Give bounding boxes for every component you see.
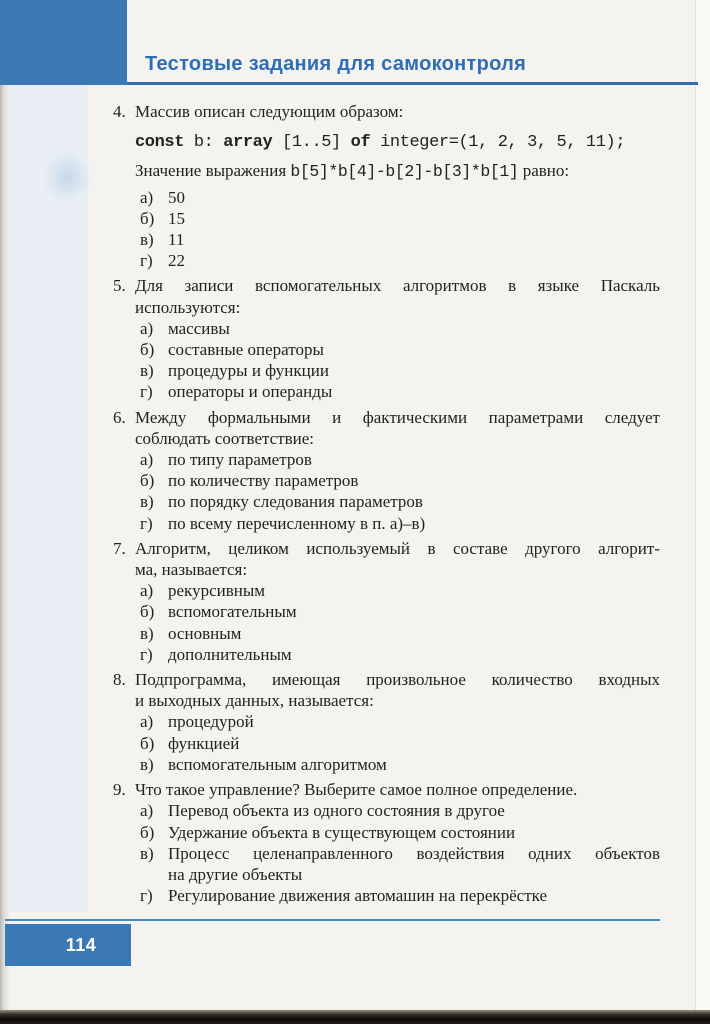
option-text: Удержание объекта в существующем состоянии	[168, 822, 516, 842]
option-letter: в)	[140, 623, 154, 643]
question-text: Между формальными и фактическими параметрами следует	[135, 407, 660, 427]
option-letter: а)	[140, 318, 154, 338]
question-number: 8.	[113, 670, 126, 690]
option-text: рекурсивным	[168, 581, 266, 601]
option-text: 22	[168, 251, 185, 271]
code-text: b:	[184, 133, 224, 153]
question-text: ма, называется:	[135, 560, 248, 580]
answer-option	[140, 229, 660, 250]
book-spine-edge	[0, 0, 9, 1024]
question-text: Для записи вспомогательных алгоритмов в языке Паскаль	[135, 276, 660, 296]
option-letter: б)	[140, 340, 155, 360]
code-text: [1..5]	[272, 133, 351, 153]
option-letter: г)	[140, 513, 153, 533]
answer-option	[140, 601, 660, 622]
option-text: процедуры и функции	[168, 361, 329, 381]
question-text: Подпрограмма, имеющая произвольное количество входных	[135, 670, 660, 690]
option-letter: в)	[140, 843, 154, 863]
code-text: integer=(1, 2, 3, 5, 11);	[370, 133, 626, 153]
option-letter: г)	[140, 644, 153, 664]
question-8	[113, 669, 660, 775]
option-letter: г)	[140, 251, 153, 271]
answer-option	[140, 339, 660, 360]
answer-option	[140, 381, 660, 402]
page-number: 114	[65, 934, 97, 955]
option-text: по всему перечисленному в п. а)–в)	[168, 513, 426, 533]
page-number-badge	[5, 924, 131, 966]
option-letter: б)	[140, 822, 155, 842]
option-text: Процесс целенаправленного воздействия одних объектов	[168, 843, 660, 863]
option-text: функцией	[168, 733, 240, 753]
option-text: процедурой	[168, 712, 254, 732]
option-letter: в)	[140, 230, 154, 250]
expression-line	[135, 160, 660, 182]
code-keyword: of	[350, 133, 371, 153]
option-text: основным	[168, 623, 242, 643]
option-text: Перевод объекта из одного состояния в другое	[168, 801, 505, 821]
question-number: 9.	[113, 780, 126, 800]
option-text: вспомогательным	[168, 602, 297, 622]
answer-option	[140, 318, 660, 339]
question-text: и выходных данных, называется:	[135, 691, 374, 711]
question-text: соблюдать соответствие:	[135, 428, 315, 448]
answer-option	[140, 644, 660, 665]
option-letter: г)	[140, 886, 153, 906]
footer-rule	[5, 919, 660, 921]
option-letter: б)	[140, 471, 155, 491]
option-text: операторы и операнды	[168, 382, 333, 402]
question-number: 7.	[113, 538, 126, 558]
option-letter: в)	[140, 361, 154, 381]
option-letter: б)	[140, 208, 155, 228]
code-keyword: array	[223, 133, 273, 153]
option-letter: в)	[140, 492, 154, 512]
question-9	[113, 779, 660, 906]
option-text: Регулирование движения автомашин на перекрёстке	[168, 886, 548, 906]
option-text: 15	[168, 208, 185, 228]
answer-option	[140, 800, 660, 821]
answer-option	[140, 208, 660, 229]
option-letter: б)	[140, 602, 155, 622]
header-accent-block	[0, 0, 127, 85]
option-text: массивы	[168, 318, 230, 338]
question-text: равно:	[518, 161, 570, 181]
answer-option	[140, 754, 660, 775]
option-text: по типу параметров	[168, 450, 312, 470]
answer-option	[140, 250, 660, 271]
option-letter: а)	[140, 187, 154, 207]
answer-option	[140, 711, 660, 732]
answer-option	[140, 822, 660, 843]
question-number: 4.	[113, 102, 126, 121]
question-text: Значение выражения	[135, 161, 291, 181]
question-text: Массив описан следующим образом:	[135, 102, 404, 121]
answer-option	[140, 449, 660, 470]
answer-option	[140, 843, 660, 885]
page-margin-strip	[9, 0, 88, 912]
page-title: Тестовые задания для самоконтроля	[145, 53, 527, 75]
question-7	[113, 538, 660, 665]
answer-option	[140, 885, 660, 906]
answer-option	[140, 360, 660, 381]
option-text: 11	[168, 230, 185, 250]
option-text: на другие объекты	[168, 864, 303, 884]
question-number: 5.	[113, 276, 126, 296]
questions-list	[113, 101, 660, 906]
option-letter: а)	[140, 801, 154, 821]
code-expression: b[5]*b[4]-b[2]-b[3]*b[1]	[290, 162, 519, 182]
option-text: по порядку следования параметров	[168, 492, 423, 512]
option-letter: в)	[140, 754, 154, 774]
page-right-edge	[695, 0, 710, 1024]
answer-option	[140, 491, 660, 512]
header-underline	[127, 82, 698, 85]
option-text: вспомогательным алгоритмом	[168, 754, 387, 774]
answer-option	[140, 580, 660, 601]
answer-option	[140, 623, 660, 644]
code-keyword: const	[135, 133, 185, 153]
option-letter: г)	[140, 382, 153, 402]
paper-watermark	[42, 150, 92, 204]
pascal-code-line	[135, 132, 660, 153]
option-letter: а)	[140, 712, 154, 732]
question-text: используются:	[135, 297, 241, 317]
question-4	[113, 101, 660, 271]
option-letter: а)	[140, 450, 154, 470]
answer-option	[140, 187, 660, 208]
option-text: составные операторы	[168, 340, 324, 360]
option-letter: б)	[140, 733, 155, 753]
answer-option	[140, 733, 660, 754]
question-6	[113, 407, 660, 534]
question-text: Алгоритм, целиком используемый в составе другого алгорит-	[135, 538, 660, 558]
option-letter: а)	[140, 581, 154, 601]
answer-option	[140, 470, 660, 491]
question-text: Что такое управление? Выберите самое полное определение.	[135, 780, 578, 800]
book-bottom-edge	[0, 1010, 710, 1024]
option-text: дополнительным	[168, 644, 292, 664]
answer-option	[140, 513, 660, 534]
question-5	[113, 275, 660, 402]
option-text: 50	[168, 187, 185, 207]
question-number: 6.	[113, 407, 126, 427]
option-text: по количеству параметров	[168, 471, 359, 491]
